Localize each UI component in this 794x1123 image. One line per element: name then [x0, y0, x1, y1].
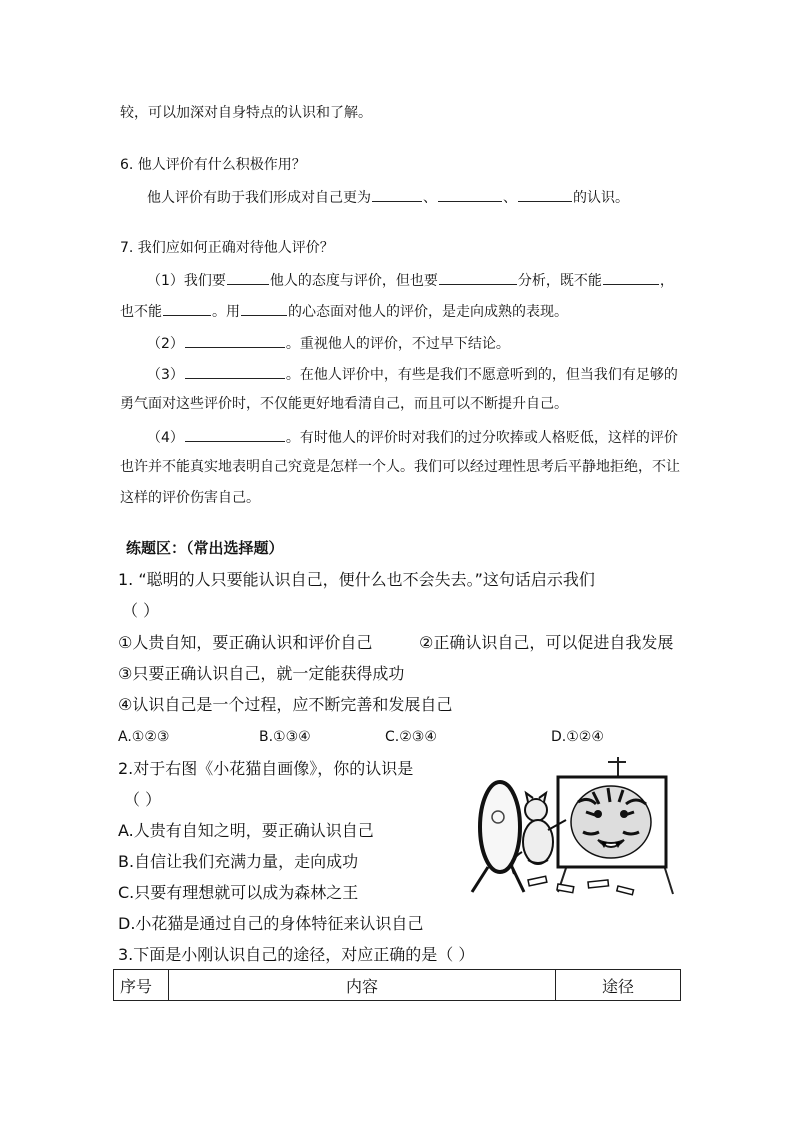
header-number: 序号	[114, 970, 169, 1001]
mc3-stem: 3.下面是小刚认识自己的途径，对应正确的是（ ）	[118, 945, 475, 964]
mc2-option-d[interactable]: D.小花猫是通过自己的身体特征来认识自己	[118, 914, 424, 933]
mc1-statement-2: ②正确认识自己，可以促进自我发展	[419, 633, 674, 652]
practice-section-title: 练题区：（常出选择题）	[126, 539, 284, 557]
mc1-statement-3: ③只要正确认识自己，就一定能获得成功	[118, 664, 405, 683]
header-content: 内容	[169, 970, 556, 1001]
q6-sep-1: 、	[423, 190, 437, 206]
canvas-tiger-portrait	[558, 777, 666, 867]
q7-3-num: （3）	[147, 367, 184, 383]
mc1-choice-b[interactable]: B.①③④	[259, 729, 311, 745]
q7-4-num: （4）	[147, 430, 184, 446]
q7-item-2	[147, 332, 510, 354]
q7-item-1-line-1	[147, 269, 674, 291]
q7-item-1-line-2	[120, 300, 568, 322]
mc1-choice-c[interactable]: C.②③④	[385, 729, 437, 745]
continuation-line: 较，可以加深对自身特点的认识和了解。	[120, 105, 372, 121]
mc2-stem: 2.对于右图《小花猫自画像》，你的认识是	[118, 759, 414, 778]
pathway-table	[113, 969, 681, 1001]
q6-blank-3[interactable]	[518, 186, 572, 202]
table-header-row	[114, 970, 681, 1001]
q7-item-3-line-2: 勇气面对这些评价时，不仅能更好地看清自己，而且可以不断提升自己。	[120, 396, 568, 412]
q7-2-blank[interactable]	[185, 332, 285, 348]
q6-blank-1[interactable]	[372, 186, 422, 202]
q7-2-num: （2）	[147, 336, 184, 352]
header-pathway: 途径	[556, 970, 681, 1001]
q7-1-text-e: 也不能	[120, 304, 162, 320]
mc1-stem: 1. “聪明的人只要能认识自己，便什么也不会失去。”这句话启示我们	[118, 570, 595, 589]
q7-item-3-line-1	[147, 363, 678, 385]
q7-4-blank[interactable]	[185, 426, 285, 442]
mc1-statement-1: ①人贵自知，要正确认识和评价自己	[118, 633, 373, 652]
q6-prefix: 他人评价有助于我们形成对自己更为	[147, 190, 371, 206]
mc2-paren: （ ）	[124, 790, 162, 809]
q7-1-blank-4[interactable]	[163, 300, 211, 316]
question-7-title: 7. 我们应如何正确对待他人评价？	[120, 240, 334, 256]
q7-item-4-line-1	[147, 426, 678, 448]
q7-1-blank-3[interactable]	[603, 269, 659, 285]
q6-sep-2: 、	[503, 190, 517, 206]
mc1-choice-d[interactable]: D.①②④	[551, 729, 604, 745]
q7-1-blank-5[interactable]	[241, 300, 287, 316]
question-6-answer	[147, 186, 629, 208]
q7-item-4-line-2: 也许并不能真实地表明自己究竟是怎样一个人。我们可以经过理性思考后平静地拒绝，不让	[120, 459, 680, 475]
q7-1-text-g: 的心态面对他人的评价，是走向成熟的表现。	[288, 304, 568, 320]
q7-1-text-f: 。用	[212, 304, 240, 320]
mc2-option-a[interactable]: A.人贵有自知之明，要正确认识自己	[118, 821, 374, 840]
mc1-paren: （ ）	[122, 601, 160, 620]
q7-1-blank-1[interactable]	[227, 269, 269, 285]
q7-1-text-a: （1）我们要	[147, 273, 226, 289]
mc1-statement-4: ④认识自己是一个过程，应不断完善和发展自己	[118, 695, 453, 714]
q7-3-blank[interactable]	[185, 363, 285, 379]
q7-2-text: 。重视他人的评价，不过早下结论。	[285, 336, 510, 352]
mirror-icon	[472, 782, 524, 892]
q7-1-text-d: ，	[659, 273, 674, 289]
mc2-option-c[interactable]: C.只要有理想就可以成为森林之王	[118, 883, 359, 902]
cat-self-portrait-illustration	[458, 752, 683, 902]
mc1-choice-a[interactable]: A.①②③	[118, 729, 170, 745]
q7-1-blank-2[interactable]	[439, 269, 517, 285]
paint-tubes-icon	[528, 876, 634, 894]
q7-3-text: 。在他人评价中，有些是我们不愿意听到的，但当我们有足够的	[285, 367, 678, 383]
q7-1-text-b: 他人的态度与评价，但也要	[269, 273, 438, 289]
q7-4-text: 。有时他人的评价时对我们的过分吹捧或人格贬低，这样的评价	[285, 430, 678, 446]
question-6-title: 6. 他人评价有什么积极作用？	[120, 157, 306, 173]
q6-suffix: 的认识。	[573, 190, 629, 206]
q7-1-text-c: 分析，既不能	[517, 273, 602, 289]
mc2-option-b[interactable]: B.自信让我们充满力量，走向成功	[118, 852, 359, 871]
q7-item-4-line-3: 这样的评价伤害自己。	[120, 490, 260, 506]
q6-blank-2[interactable]	[438, 186, 502, 202]
